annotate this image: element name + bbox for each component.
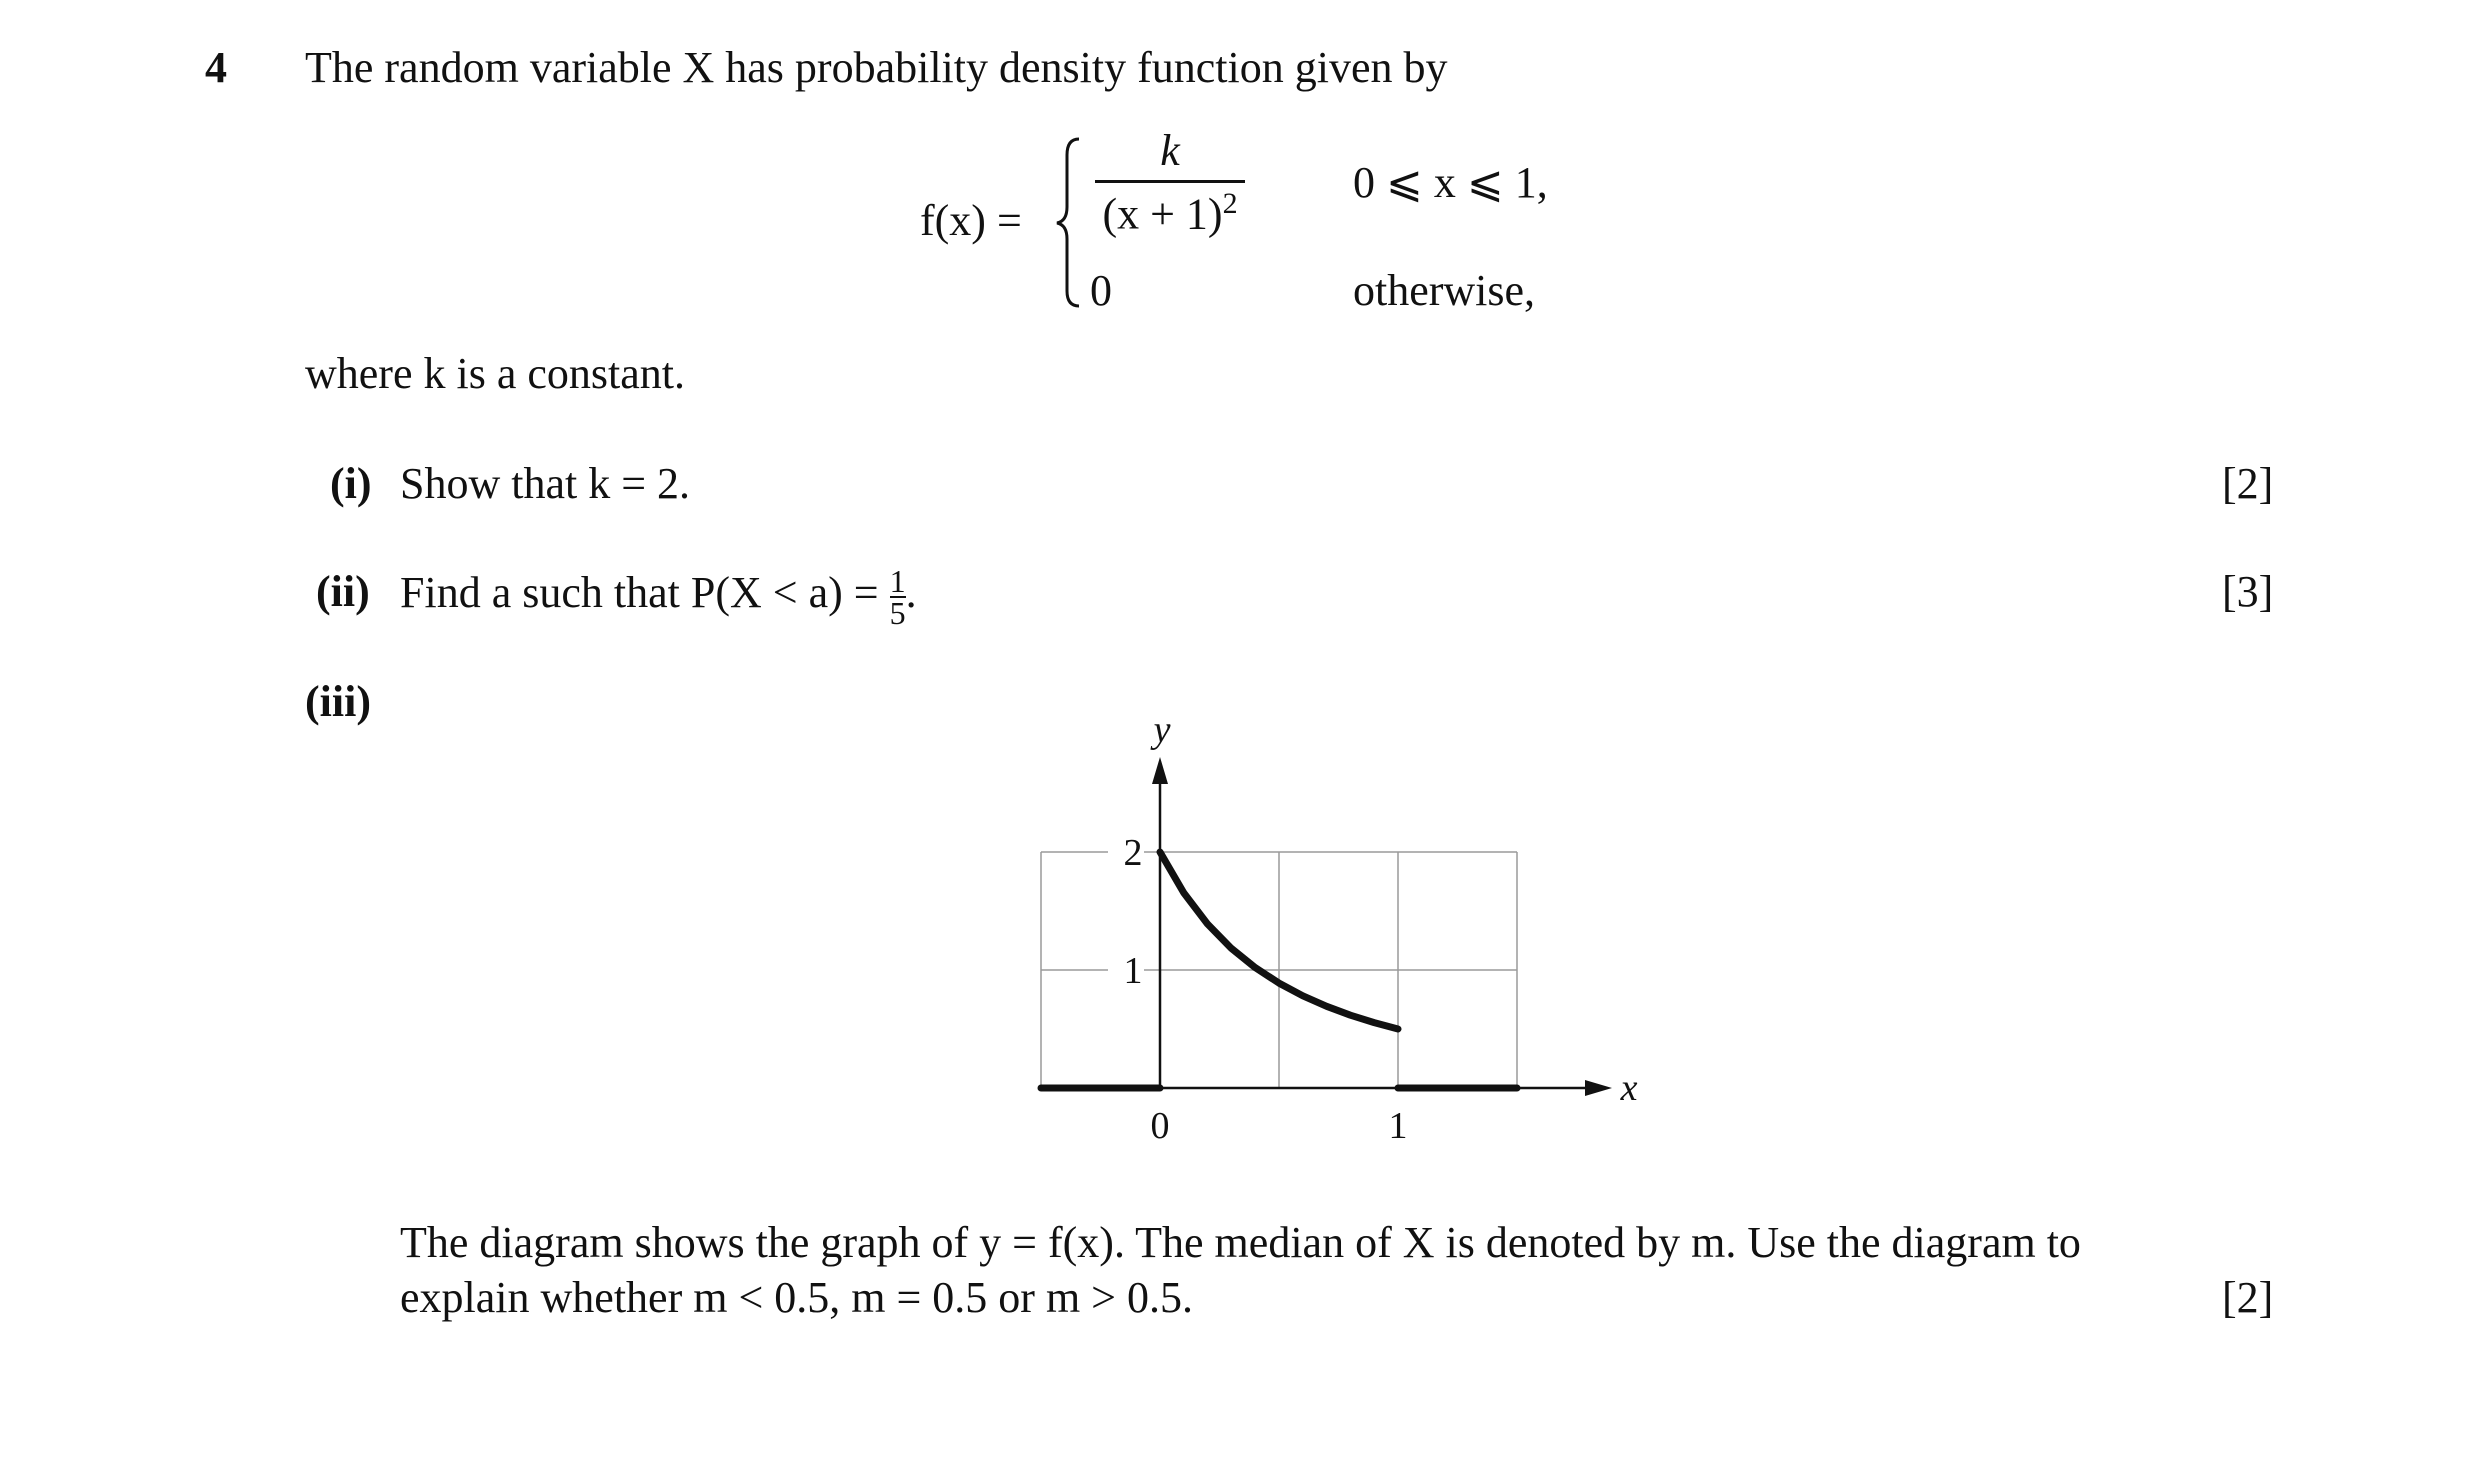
part-ii-fraction: $\frac{1}{5}$ bbox=[889, 563, 906, 631]
pdf-graph bbox=[1000, 700, 1680, 1160]
part-iii-marks: [2] bbox=[2222, 1273, 2274, 1322]
pdf-fraction bbox=[1095, 125, 1245, 240]
question-intro: The random variable X has probability density function given by bbox=[305, 43, 1448, 92]
pdf-denominator: $(x + 1)^2$ bbox=[1102, 187, 1238, 239]
x-axis-label: x bbox=[1620, 1067, 1638, 1109]
y-axis-label: y bbox=[1153, 709, 1171, 751]
part-ii-label: (ii) bbox=[316, 567, 370, 616]
y-tick-label-2: 2 bbox=[1123, 832, 1143, 874]
left-brace bbox=[1055, 135, 1085, 321]
where-text: where k is a constant. bbox=[305, 349, 685, 398]
pdf-case-2-value: 0 bbox=[1090, 266, 1112, 315]
question-number: 4 bbox=[205, 43, 227, 92]
x-tick-label-0: 0 bbox=[1150, 1105, 1170, 1147]
part-i-label: (i) bbox=[330, 459, 372, 508]
part-iii-line-1: The diagram shows the graph of y = f(x). The median of X is denoted by m. Use the diagram to bbox=[400, 1218, 2081, 1267]
part-iii-line-2: explain whether m < 0.5, m = 0.5 or m > 0.5. bbox=[400, 1273, 1193, 1322]
part-i-text: Show that k = 2. bbox=[400, 459, 691, 508]
pdf-condition-2: otherwise, bbox=[1353, 266, 1536, 315]
part-ii-text: Find a such that P(X < a) = $\frac{1}{5}$ . bbox=[400, 563, 917, 631]
part-i-marks: [2] bbox=[2222, 459, 2274, 508]
pdf-numerator: k bbox=[1160, 126, 1180, 175]
pdf-condition-1: 0 ⩽ x ⩽ 1, bbox=[1353, 158, 1548, 207]
part-iii-label: (iii) bbox=[305, 677, 371, 726]
x-tick-label-1: 1 bbox=[1388, 1105, 1408, 1147]
y-tick-label-1: 1 bbox=[1123, 950, 1143, 992]
pdf-lhs: f(x) = bbox=[920, 196, 1022, 245]
part-ii-marks: [3] bbox=[2222, 567, 2274, 616]
y-axis-arrow bbox=[1152, 757, 1168, 784]
x-axis-arrow bbox=[1585, 1080, 1612, 1096]
